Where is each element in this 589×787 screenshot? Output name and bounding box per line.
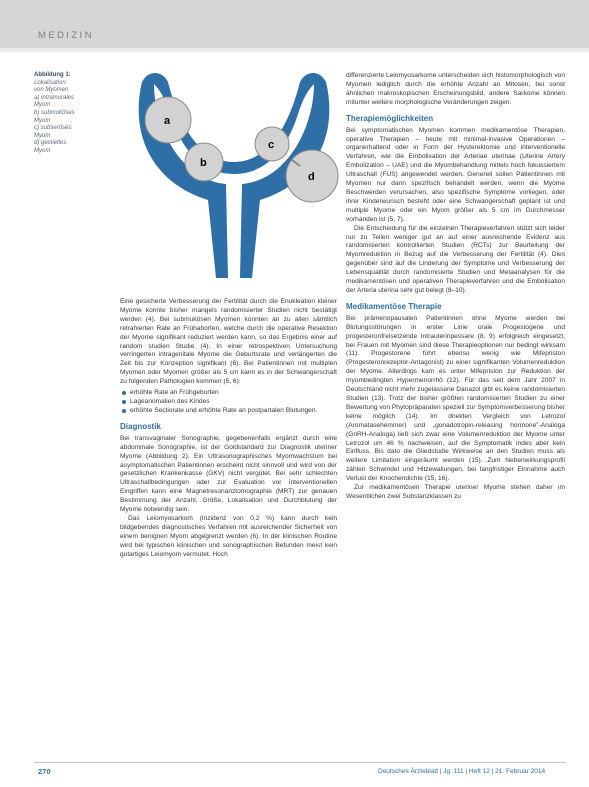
- right-text-column: [346, 72, 565, 502]
- section-label: MEDIZIN: [38, 30, 94, 41]
- bullet-item: erhöhte Rate an Frühgeburten: [120, 389, 337, 398]
- caption-line: Myom: [34, 117, 51, 124]
- bullet-item: Lageanomalien des Kindes: [120, 398, 337, 407]
- figure-caption: [34, 72, 96, 156]
- paragraph: Bei symptomatischen Myomen kommen medikamentöse Therapien, operative Therapien – heute mit minimal-invasive Operationen – organerhaltend oder in Form der Hysterektomie und interventionelle Verfahren, wie die Embolisation der Arteriae uterinae (Uterine Artery Embolization – UAE) und die Myombehandlung mittels hoch fokussiertem Ultraschall (FUS) angewendet werden. Generell sollen Patientinnen mit Myomen nur dann spezifisch behandelt werden, wenn die Myome Beschwerden verursachen, also spezifische Symptome vorliegen, oder ihrer Kinderwunsch besteht oder eine Schwangerschaft geplant ist und multiple Myome oder ein Myom größer als 5 cm im Durchmesser vorhanden ist (5, 7).: [346, 126, 565, 223]
- label-c: c: [268, 139, 275, 151]
- heading-therapie: Therapiemöglichkeiten: [346, 113, 434, 123]
- uterus-myoma-diagram: [120, 62, 350, 278]
- paragraph: differenzierte Leiomyosarkome unterscheiden sich histomorphologisch von Myomen lediglich durch die erhöhte Anzahl an Mitosen, bei sonst ähnlichen makroskopischen Erscheinungsbild, andere Sarkome können mitunter weitere morphologische Veränderungen zeigen.: [346, 72, 565, 106]
- paragraph: Eine gesicherte Verbesserung der Fertilität durch die Enukleation kleiner Myome konnte bisher mangels randomisierter Studien nicht bestätigt werden (4). Bei submukösen Myomen konnten an zu allen sämtlich retrahierten Rate an Frühaborten, welche durch die operative Resektion der Myome signifikant reduziert werden kann, so das Ergebnis einer auf random studien Studie (4). In einer retrospektiven Untersuchung verringerten intragenitale Myome die Geburtsrate und verlängerten die Zeit bis zur Konzeption signifikant (6). Bei Patientinnen mit multiplen Myomen oder Myomen größer als 5 cm kann es in der Schwangerschaft zu folgenden Pathologien kommen (5, 6):: [120, 298, 337, 386]
- paragraph: Das Leiomyosarkom (Inzidenz von 0,2 %) kann durch kein bildgebendes diagnostisches Verfahren mit ausreichender Sicherheit von einem benignen Myom abgegrenzt werden (6). In der klinischen Routine wird bei typischen klinischen und sonographischen Befunden meist kein gutartiges Leiomyom vermutet. Hoch: [120, 514, 337, 558]
- caption-line: d) gestieltes: [34, 140, 67, 147]
- caption-line: a) intramurales: [34, 94, 75, 101]
- caption-title: Abbildung 1:: [34, 72, 71, 78]
- paragraph: Die Entscheidung für die einzelnen Therapieverfahren stützt sich leider nur zu Teilen weniger gut an auf einer ausreichende Evidenz aus randomisierten kontrollierten Studien (RCTs) zur Beurteilung der Myomreduktion in Bezug auf die Verbesserung der Fertilität (4). Dies gegenüber sind auf die Linderung der Symptome und Verbesserung der Lebensqualität durch randomisierte Studien und Metaanalysen für die medikamentösen und operativen Therapieverfahren und die Embolisation der Arteria uterina sehr gut belegt (8–10).: [346, 224, 565, 294]
- caption-line: Myom: [34, 132, 51, 139]
- heading-diagnostik: Diagnostik: [120, 421, 161, 431]
- bullet-list: [120, 389, 337, 416]
- caption-line: Myom: [34, 147, 51, 154]
- paragraph: Zur medikamentösen Therapie uteriner Myome stehen daher im Wesentlichen zwei Substanzklassen zu: [346, 484, 565, 500]
- footer-rule: [34, 762, 566, 763]
- paragraph: Bei prämenopausalen Patientinnen ohne Myome werden bei Blutungsstörungen in erster Linie orale Progestogene und progesteronfreisetzende Intrauterinpessare (8, 9) erfolgreich eingesetzt, bei Frauen mit Myomen sind diese Therapieoptionen nur bedingt wirksam (11). Progestorene führt ebenso wenig wie Mifepriston (Progesteronrezeptor-Antagonist) zu einer signifikanten Volumenreduktion der Myome. Allerdings kam es unter Mifepriston zur Reduktion der myombedingten Hypermenorrhö (12). Für das seit dem Jahr 2007 in Deutschland nicht mehr zugelassene Danazol gibt es keine randomisierten Studien (13). Trotz der bisher größten randomisierten Studien zu einer Bewertung von Phytopräparaten speziell zur Symptomverbesserung bisher keine möglich (14). Im direkten Vergleich von Letrozol (Aromatasehemmer) und „gonadotropin-releasing hormone"-Analoga (GnRH-Analoga) ließ sich zwar eine Volumenreduktion der Myome unter Letrozol um 46 % nachweisen, auf die Symptomatik indes aber kein Einfluss. Bis dato die Gliedstudie Wirkweise an den Studien muss als weitere Limitation eingeräumt werden (15). Zum Nebenwirkungsprofil zählen Schwindel und Hitzewallungen, bei langfristiger Einnahme auch Verlust der Knochendichte (15, 16).: [346, 314, 565, 483]
- caption-line: von Myomen: [34, 87, 69, 94]
- left-text-column: [120, 298, 337, 559]
- label-b: b: [200, 157, 207, 169]
- header-stripe: [0, 48, 589, 52]
- page-number: 270: [38, 767, 51, 776]
- label-d: d: [308, 171, 315, 183]
- label-a: a: [164, 115, 171, 127]
- caption-line: c) subseröses: [34, 125, 72, 132]
- caption-line: Myom: [34, 102, 51, 109]
- caption-line: b) submuköses: [34, 109, 75, 116]
- journal-citation: Deutsches Ärzteblatt | Jg. 111 | Heft 12 | 21. Februar 2014: [378, 768, 546, 775]
- paragraph: Bei transvaginaler Sonographie, gegebenenfalls ergänzt durch eine abdominale Sonographie, ist der Goldstandard zur Diagnostik uteriner Myome (Abbildung 2). Ein Ultrasonographisches Myomwachstum bei asymptomatischen Patientinnen erscheint nicht sinnvoll und wird von der gesetzlichen Krankenkasse (GKV) nicht vergütet. Bei sehr schlechten Ultraschallbedingungen oder zur Evaluation vor interventionellen Eingriffen kann eine Magnetresonanztomographie (MRT) zur genauen Bestimmung der Anzahl, Größe, Lokalisation und Durchblutung der Myome notwendig sein.: [120, 434, 337, 514]
- bullet-item: erhöhte Sectiorate und erhöhte Rate an postpartalen Blutungen.: [120, 407, 337, 416]
- heading-medikament: Medikamentöse Therapie: [346, 301, 442, 311]
- caption-line: Lokalisation: [34, 79, 66, 86]
